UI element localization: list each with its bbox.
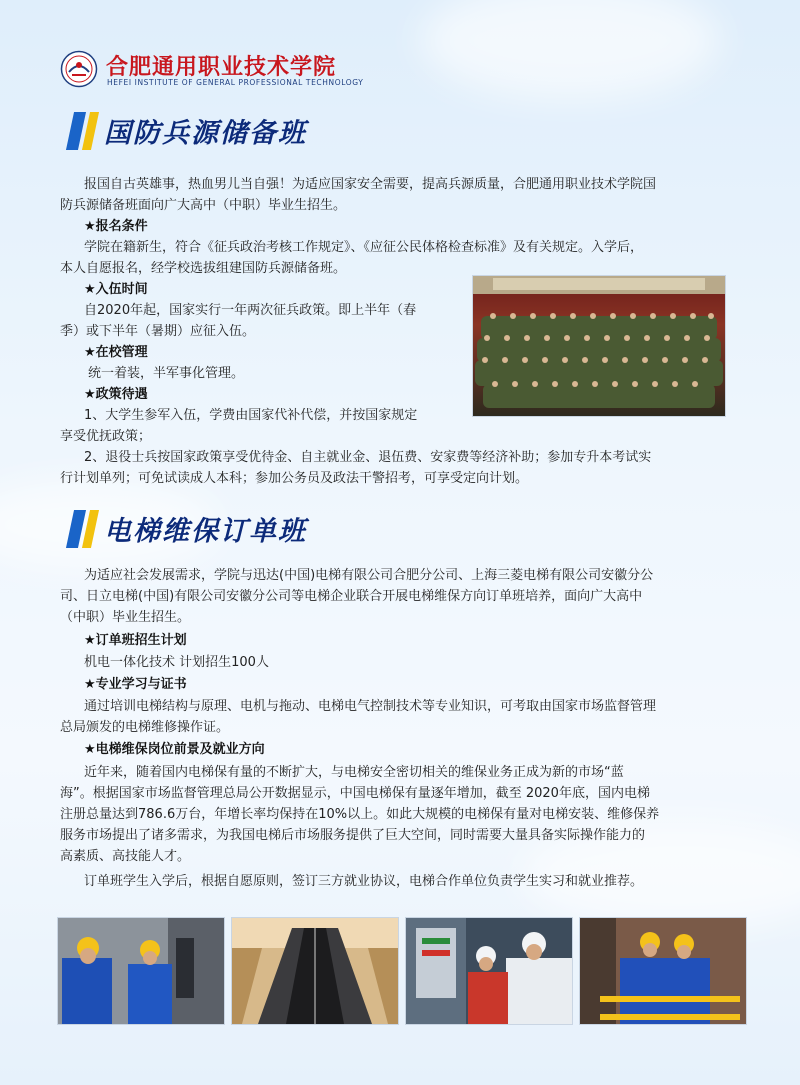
policy-text-2-cont bbox=[60, 468, 740, 489]
text-line: 高素质、高技能人才。 bbox=[60, 849, 191, 864]
policy-text-2 bbox=[84, 447, 744, 468]
heading-school-management: ★在校管理 bbox=[84, 345, 148, 360]
school-header bbox=[60, 46, 480, 96]
study-text-cont bbox=[60, 717, 740, 738]
text-line: 2、退役士兵按国家政策享受优待金、自主就业金、退伍费、安家费等经济补助；参加专升本考试实 bbox=[84, 450, 652, 465]
text-line: 自2020年起，国家实行一年两次征兵政策。即上半年（春 bbox=[84, 303, 417, 318]
text-line: 统一着装，半军事化管理。 bbox=[88, 366, 245, 381]
apply-text bbox=[84, 237, 744, 258]
text-line: 报国自古英雄事，热血男儿当自强！为适应国家安全需要，提高兵源质量，合肥通用职业技术学院国 bbox=[84, 177, 657, 192]
enlist-text-cont bbox=[60, 321, 460, 342]
heading-enlist-time: ★入伍时间 bbox=[84, 282, 148, 297]
section-title-text: 国防兵源储备班 bbox=[104, 118, 307, 149]
section-title-defense bbox=[70, 108, 390, 152]
manage-text bbox=[88, 363, 468, 384]
text-line: 近年来，随着国内电梯保有量的不断扩大，与电梯安全密切相关的维保业务正成为新的市场“蓝 bbox=[84, 765, 624, 780]
text-line: 海”。根据国家市场监督管理总局公开数据显示，中国电梯保有量逐年增加，截至 2020年底，国内电梯 bbox=[60, 786, 650, 801]
section-title-text: 电梯维保订单班 bbox=[104, 516, 307, 547]
school-name-cn: 合肥通用职业技术学院 bbox=[106, 54, 337, 80]
policy-text-1 bbox=[84, 405, 474, 426]
text-line: （中职）毕业生招生。 bbox=[60, 610, 191, 625]
elevator-inspection-photo bbox=[579, 917, 747, 1025]
text-line: 季）或下半年（暑期）应征入伍。 bbox=[60, 324, 256, 339]
text-line: 行计划单列；可免试读成人本科；参加公务员及政法干警招考，可享受定向计划。 bbox=[60, 471, 529, 486]
text-line: 订单班学生入学后，根据自愿原则，签订三方就业协议，电梯合作单位负责学生实习和就业推荐。 bbox=[84, 874, 644, 889]
text-line: 学院在籍新生，符合《征兵政治考核工作规定》、《应征公民体格检查标准》及有关规定。入学后， bbox=[84, 240, 644, 255]
future-text-employment bbox=[84, 871, 744, 892]
defense-intro bbox=[84, 174, 744, 195]
study-text bbox=[84, 696, 744, 717]
heading-study-certificate: ★专业学习与证书 bbox=[84, 677, 187, 692]
elevator-intro bbox=[84, 565, 744, 586]
text-line: 注册总量达到786.6万台，年增长率均保持在10%以上。如此大规模的电梯保有量对电梯安装、维修保养 bbox=[60, 807, 660, 822]
text-line: 服务市场提出了诸多需求，为我国电梯后市场服务提供了巨大空间，同时需要大量具备实际操作能力的 bbox=[60, 828, 646, 843]
future-text-cont bbox=[60, 783, 750, 867]
defense-intro-cont bbox=[60, 195, 740, 216]
text-line: 司、日立电梯(中国)有限公司安徽分公司等电梯企业联合开展电梯维保方向订单班培养，面向广大高中 bbox=[60, 589, 643, 604]
heading-career-prospects: ★电梯维保岗位前景及就业方向 bbox=[84, 742, 265, 757]
elevator-maintenance-training-photo bbox=[405, 917, 573, 1025]
troop-group-photo bbox=[472, 275, 726, 417]
text-line: 防兵源储备班面向广大高中（中职）毕业生招生。 bbox=[60, 198, 347, 213]
text-line: 为适应社会发展需求，学院与迅达(中国)电梯有限公司合肥分公司、上海三菱电梯有限公司安徽分公 bbox=[84, 568, 654, 583]
plan-text bbox=[84, 652, 744, 673]
text-line: 通过培训电梯结构与原理、电机与拖动、电梯电气控制技术等专业知识，可考取由国家市场监督管理 bbox=[84, 699, 657, 714]
text-line: 机电一体化技术 计划招生100人 bbox=[84, 655, 269, 670]
future-text bbox=[84, 762, 744, 783]
elevator-intro-cont bbox=[60, 586, 750, 628]
heading-apply-conditions: ★报名条件 bbox=[84, 219, 148, 234]
text-line: 总局颁发的电梯维修操作证。 bbox=[60, 720, 230, 735]
section-title-elevator bbox=[70, 506, 390, 550]
escalator-photo bbox=[231, 917, 399, 1025]
heading-enrollment-plan: ★订单班招生计划 bbox=[84, 633, 187, 648]
text-line: 1、大学生参军入伍，学费由国家代补代偿，并按国家规定 bbox=[84, 408, 418, 423]
heading-policy: ★政策待遇 bbox=[84, 387, 148, 402]
school-logo-icon bbox=[60, 50, 98, 88]
school-name-en: HEFEI INSTITUTE OF GENERAL PROFESSIONAL TECHNOLOGY bbox=[107, 78, 364, 87]
text-line: 本人自愿报名，经学校选拔组建国防兵源储备班。 bbox=[60, 261, 347, 276]
policy-text-1-cont bbox=[60, 426, 460, 447]
enlist-text bbox=[84, 300, 474, 321]
text-line: 享受优抚政策； bbox=[60, 429, 152, 444]
elevator-technicians-photo bbox=[57, 917, 225, 1025]
